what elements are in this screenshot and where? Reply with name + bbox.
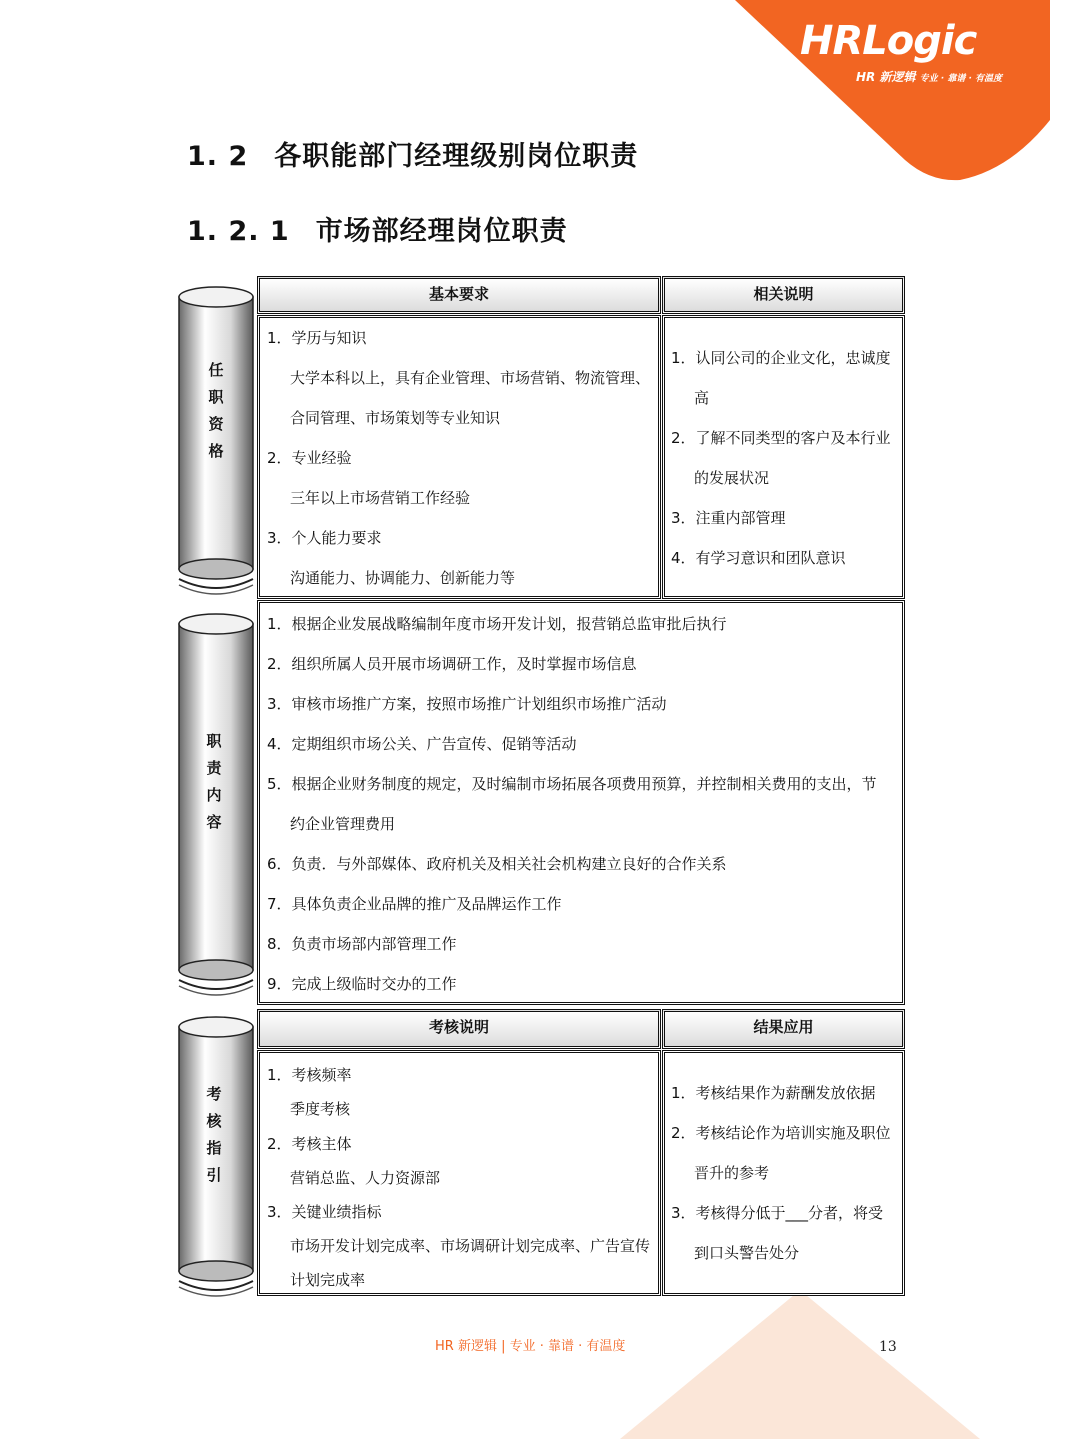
header-assessment-notes: 考核说明 [257, 1009, 661, 1049]
label-char: 考 [206, 1085, 222, 1103]
list-item: 3．关键业绩指标 [267, 1203, 382, 1221]
list-item: 7．具体负责企业品牌的推广及品牌运作工作 [267, 895, 562, 913]
list-item: 计划完成率 [290, 1271, 366, 1289]
list-item: 市场开发计划完成率、市场调研计划完成率、广告宣传 [290, 1237, 651, 1255]
section-heading [187, 134, 638, 173]
label-char: 容 [206, 813, 222, 831]
list-item: 1．学历与知识 [267, 329, 367, 347]
list-item: 沟通能力、协调能力、创新能力等 [290, 569, 516, 587]
label-char: 指 [206, 1139, 222, 1157]
list-item: 3．个人能力要求 [267, 529, 382, 547]
footer-triangle [0, 1290, 1080, 1439]
list-item: 到口头警告处分 [694, 1244, 800, 1262]
list-item: 3．审核市场推广方案，按照市场推广计划组织市场推广活动 [267, 695, 667, 713]
brand-slogan-main: HR 新逻辑 [856, 70, 916, 84]
list-item: 三年以上市场营销工作经验 [290, 489, 471, 507]
list-item: 季度考核 [290, 1100, 351, 1118]
list-item: 约企业管理费用 [290, 815, 396, 833]
cylinder-qualifications [175, 285, 257, 597]
label-char: 职 [206, 732, 222, 750]
list-item: 合同管理、市场策划等专业知识 [290, 409, 501, 427]
cylinder-label-assessment [199, 1081, 229, 1189]
subsection-heading-number: 1. 2. 1 [187, 216, 290, 247]
list-item: 营销总监、人力资源部 [290, 1169, 441, 1187]
header-basic-requirements: 基本要求 [257, 276, 661, 314]
list-item: 8．负责市场部内部管理工作 [267, 935, 457, 953]
cylinder-label-responsibilities [199, 728, 229, 836]
footer-slogan: HR 新逻辑 | 专业 · 靠谱 · 有温度 [435, 1339, 626, 1354]
page-number: 13 [879, 1339, 897, 1355]
list-item: 1．考核结果作为薪酬发放依据 [671, 1084, 876, 1102]
section-heading-number: 1. 2 [187, 141, 249, 172]
label-char: 职 [208, 388, 224, 406]
brand-logo: HRLogic [800, 18, 977, 64]
header-related-notes: 相关说明 [662, 276, 905, 314]
list-item: 4．定期组织市场公关、广告宣传、促销等活动 [267, 735, 577, 753]
list-item: 5．根据企业财务制度的规定，及时编制市场拓展各项费用预算，并控制相关费用的支出，节 [267, 775, 877, 793]
label-char: 任 [208, 361, 224, 379]
list-item: 1．考核频率 [267, 1066, 352, 1084]
label-char: 资 [208, 415, 224, 433]
list-item: 2．组织所属人员开展市场调研工作，及时掌握市场信息 [267, 655, 637, 673]
list-item: 3．注重内部管理 [671, 509, 786, 527]
list-item: 4．有学习意识和团队意识 [671, 549, 846, 567]
list-item: 2．了解不同类型的客户及本行业 [671, 429, 891, 447]
list-item: 高 [694, 389, 710, 407]
label-char: 责 [206, 759, 222, 777]
subsection-heading-text: 市场部经理岗位职责 [315, 216, 568, 247]
list-item: 9．完成上级临时交办的工作 [267, 975, 457, 993]
list-item: 1．根据企业发展战略编制年度市场开发计划，报营销总监审批后执行 [267, 615, 727, 633]
label-char: 引 [206, 1166, 222, 1184]
list-item: 2．专业经验 [267, 449, 352, 467]
section-heading-text: 各职能部门经理级别岗位职责 [274, 141, 639, 172]
list-item: 1．认同公司的企业文化，忠诚度 [671, 349, 891, 367]
cylinder-responsibilities [175, 612, 257, 998]
list-item: 3．考核得分低于___分者，将受 [671, 1204, 884, 1222]
list-item: 晋升的参考 [694, 1164, 770, 1182]
header-result-application: 结果应用 [662, 1009, 905, 1049]
brand-slogan [856, 68, 1046, 88]
list-item: 的发展状况 [694, 469, 770, 487]
cylinder-label-qualifications [201, 357, 231, 465]
list-item: 6．负责．与外部媒体、政府机关及相关社会机构建立良好的合作关系 [267, 855, 727, 873]
subsection-heading [187, 209, 568, 248]
label-char: 内 [206, 786, 222, 804]
list-item: 大学本科以上，具有企业管理、市场营销、物流管理、 [290, 369, 651, 387]
cylinder-assessment [175, 1015, 257, 1297]
brand-slogan-sub: 专业 · 靠谱 · 有温度 [919, 74, 1003, 84]
list-item: 2．考核结论作为培训实施及职位 [671, 1124, 891, 1142]
label-char: 格 [208, 442, 224, 460]
list-item: 2．考核主体 [267, 1135, 352, 1153]
label-char: 核 [206, 1112, 222, 1130]
